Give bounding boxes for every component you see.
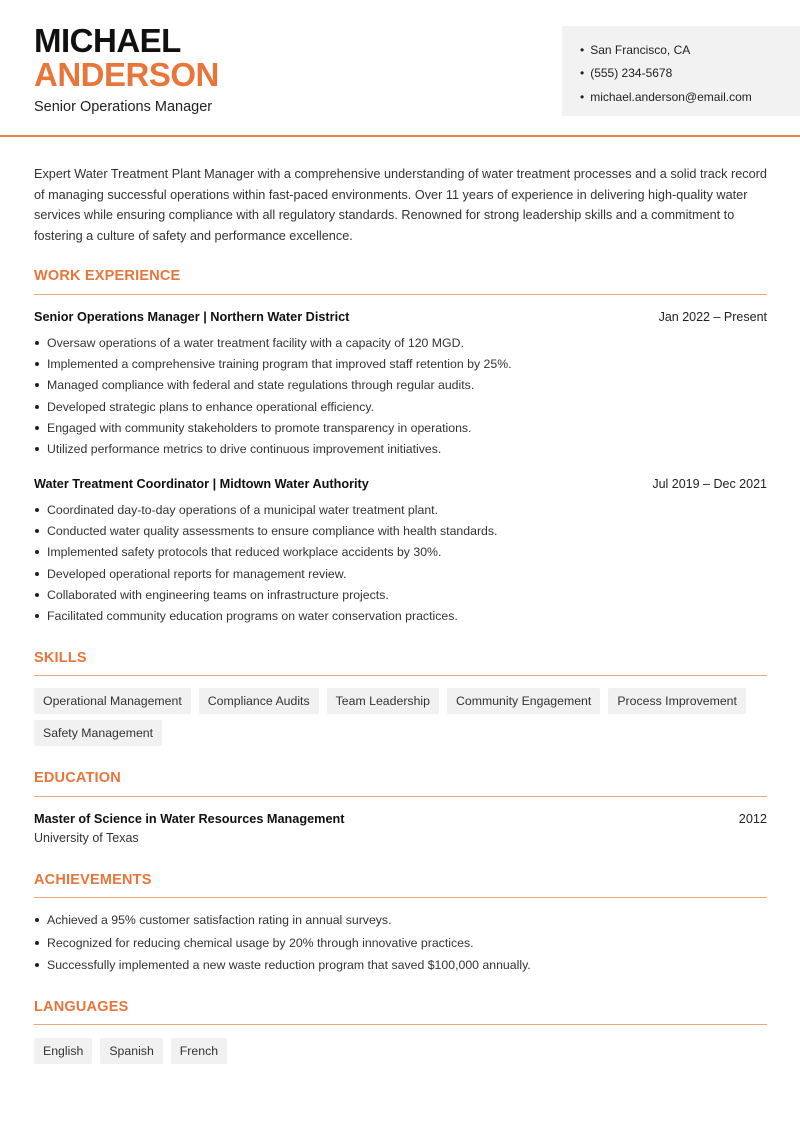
- bullet-text: Conducted water quality assessments to ensure compliance with health standards.: [47, 523, 498, 538]
- bullet-text: Engaged with community stakeholders to promote transparency in operations.: [47, 420, 472, 435]
- section-title-achievements: ACHIEVEMENTS: [34, 872, 152, 888]
- bullet-text: Managed compliance with federal and state regulations through regular audits.: [47, 378, 475, 393]
- list-item: [34, 438, 512, 459]
- bullet-icon: [35, 447, 39, 451]
- skill-tag: Operational Management: [34, 688, 191, 714]
- section-title-education: EDUCATION: [34, 770, 121, 786]
- list-item: [34, 520, 497, 541]
- phone-text: (555) 234-5678: [590, 66, 673, 81]
- contact-box: [562, 26, 800, 116]
- list-item: [34, 332, 512, 353]
- section-divider: [34, 796, 767, 797]
- list-item: [34, 417, 512, 438]
- bullet-icon: [35, 362, 39, 366]
- job-dates: Jan 2022 – Present: [658, 310, 767, 324]
- list-item: [34, 396, 512, 417]
- bullet-text: Facilitated community education programs on water conservation practices.: [47, 609, 458, 624]
- section-divider: [34, 294, 767, 295]
- bullet-text: Achieved a 95% customer satisfaction rating in annual surveys.: [47, 913, 392, 928]
- skill-tag: Team Leadership: [327, 688, 439, 714]
- job-role: Water Treatment Coordinator | Midtown Water Authority: [34, 477, 369, 491]
- candidate-name: [34, 24, 219, 92]
- job-header: [34, 477, 767, 491]
- list-item: [34, 909, 531, 932]
- job-bullets: [34, 499, 497, 627]
- job-dates: Jul 2019 – Dec 2021: [652, 477, 767, 491]
- list-item: [34, 375, 512, 396]
- bullet-icon: [35, 426, 39, 430]
- school-name: University of Texas: [34, 831, 139, 845]
- email-text: michael.anderson@email.com: [590, 89, 752, 104]
- list-item: [34, 932, 531, 955]
- skill-tag: Process Improvement: [608, 688, 746, 714]
- language-tag: English: [34, 1038, 92, 1064]
- bullet-icon: •: [580, 66, 585, 81]
- bullet-text: Coordinated day-to-day operations of a municipal water treatment plant.: [47, 502, 438, 517]
- list-item: [34, 353, 512, 374]
- bullet-icon: [35, 941, 39, 945]
- bullet-icon: [35, 529, 39, 533]
- languages-list: [34, 1038, 774, 1070]
- last-name: ANDERSON: [34, 56, 219, 93]
- bullet-text: Utilized performance metrics to drive continuous improvement initiatives.: [47, 442, 442, 457]
- list-item: [34, 542, 497, 563]
- language-tag: French: [171, 1038, 227, 1064]
- resume-header: [0, 0, 800, 137]
- first-name: MICHAEL: [34, 22, 181, 59]
- list-item: [34, 499, 497, 520]
- bullet-icon: [35, 963, 39, 967]
- skill-tag: Compliance Audits: [199, 688, 319, 714]
- list-item: [34, 563, 497, 584]
- contact-location: [580, 38, 800, 62]
- bullet-text: Implemented a comprehensive training program that improved staff retention by 25%.: [47, 356, 512, 371]
- graduation-year: 2012: [738, 812, 767, 826]
- bullet-icon: •: [580, 89, 585, 104]
- bullet-text: Implemented safety protocols that reduced workplace accidents by 30%.: [47, 545, 442, 560]
- professional-summary: Expert Water Treatment Plant Manager with a comprehensive understanding of water treatment processes and a solid track record of managing successful operations within fast-paced environments. Over 11 years of experience in delivering high-quality water services while ensuring compliance with all regulatory standards. Renowned for strong leadership skills and a commitment to fostering a culture of safety and performance excellence.: [34, 167, 767, 243]
- contact-phone: [580, 62, 800, 86]
- bullet-icon: [35, 918, 39, 922]
- achievements-list: [34, 909, 531, 977]
- contact-email: [580, 85, 800, 109]
- job-header: [34, 310, 767, 324]
- section-divider: [34, 1024, 767, 1025]
- job-bullets: [34, 332, 512, 460]
- education-header: [34, 812, 767, 826]
- section-title-work: WORK EXPERIENCE: [34, 268, 181, 284]
- bullet-icon: [35, 341, 39, 345]
- list-item: [34, 954, 531, 977]
- bullet-text: Collaborated with engineering teams on infrastructure projects.: [47, 587, 389, 602]
- bullet-icon: •: [580, 42, 585, 57]
- section-title-languages: LANGUAGES: [34, 999, 129, 1015]
- bullet-text: Recognized for reducing chemical usage by 20% through innovative practices.: [47, 935, 474, 950]
- section-divider: [34, 897, 767, 898]
- skill-tag: Community Engagement: [447, 688, 600, 714]
- degree-title: Master of Science in Water Resources Management: [34, 812, 345, 826]
- location-text: San Francisco, CA: [590, 42, 691, 57]
- job-title: Senior Operations Manager: [34, 99, 213, 115]
- list-item: [34, 584, 497, 605]
- skills-list: [34, 688, 774, 752]
- bullet-text: Developed strategic plans to enhance operational efficiency.: [47, 399, 374, 414]
- bullet-text: Developed operational reports for management review.: [47, 566, 347, 581]
- bullet-text: Oversaw operations of a water treatment facility with a capacity of 120 MGD.: [47, 335, 464, 350]
- job-role: Senior Operations Manager | Northern Water District: [34, 310, 350, 324]
- bullet-text: Successfully implemented a new waste reduction program that saved $100,000 annually.: [47, 958, 531, 973]
- bullet-icon: [35, 383, 39, 387]
- section-divider: [34, 675, 767, 676]
- bullet-icon: [35, 614, 39, 618]
- section-title-skills: SKILLS: [34, 650, 87, 666]
- bullet-icon: [35, 508, 39, 512]
- bullet-icon: [35, 593, 39, 597]
- skill-tag: Safety Management: [34, 720, 162, 746]
- bullet-icon: [35, 550, 39, 554]
- language-tag: Spanish: [100, 1038, 162, 1064]
- bullet-icon: [35, 572, 39, 576]
- list-item: [34, 605, 497, 626]
- bullet-icon: [35, 405, 39, 409]
